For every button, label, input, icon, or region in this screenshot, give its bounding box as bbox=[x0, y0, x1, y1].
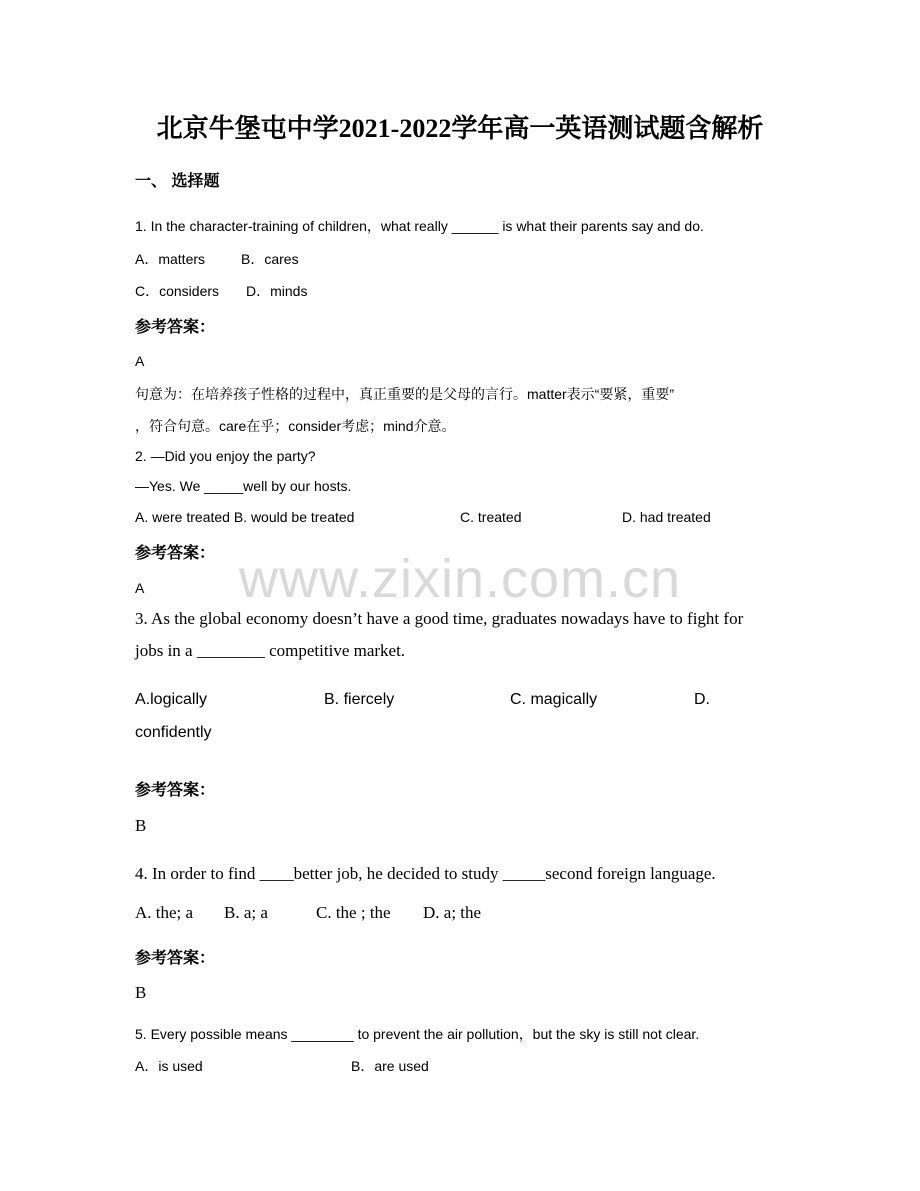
q1-option-a: A．matters bbox=[135, 251, 206, 267]
q3-answer-label: 参考答案： bbox=[135, 782, 216, 799]
page-title: 北京牛堡屯中学2021-2022学年高一英语测试题含解析 bbox=[156, 114, 764, 143]
q1-option-d: D．minds bbox=[246, 283, 308, 299]
q2-option-c: C. treated bbox=[460, 509, 522, 525]
q1-option-b: B．cares bbox=[241, 251, 299, 267]
q2-option-d: D. had treated bbox=[622, 509, 711, 525]
q2-answer: A bbox=[135, 580, 145, 596]
q2-option-ab: A. were treated B. would be treated bbox=[135, 509, 355, 525]
q1-stem: 1. In the character-training of children，what really ______ is what their parents say and do. bbox=[135, 218, 704, 234]
q2-answer-label: 参考答案： bbox=[135, 545, 216, 562]
q1-answer: A bbox=[135, 353, 145, 369]
q4-option-b: B. a; a bbox=[224, 903, 268, 922]
q5-stem: 5. Every possible means ________ to prevent the air pollution，but the sky is still not clear. bbox=[135, 1026, 700, 1042]
q5-option-b: B．are used bbox=[351, 1058, 429, 1074]
q3-option-a: A.logically bbox=[135, 691, 208, 708]
q4-option-d: D. a; the bbox=[423, 903, 482, 922]
q3-stem-line1: 3. As the global economy doesn’t have a good time, graduates nowadays have to fight for bbox=[135, 609, 744, 628]
q4-stem: 4. In order to find ____better job, he decided to study _____second foreign language. bbox=[135, 864, 716, 883]
q3-answer: B bbox=[135, 816, 147, 835]
q2-stem-line1: 2. —Did you enjoy the party? bbox=[135, 448, 316, 464]
q4-option-a: A. the; a bbox=[135, 903, 194, 922]
q1-explanation-line2: ，符合句意。care在乎；consider考虑；mind介意。 bbox=[135, 418, 456, 434]
section-heading: 一、 选择题 bbox=[135, 173, 220, 190]
q1-answer-label: 参考答案： bbox=[135, 319, 216, 336]
q1-option-c: C．considers bbox=[135, 283, 220, 299]
q4-option-c: C. the ; the bbox=[316, 903, 391, 922]
q3-option-d-text: confidently bbox=[135, 724, 212, 741]
q1-explanation-line1: 句意为：在培养孩子性格的过程中，真正重要的是父母的言行。matter表示“要紧，重要” bbox=[135, 386, 674, 402]
q4-answer: B bbox=[135, 983, 147, 1002]
q4-answer-label: 参考答案： bbox=[135, 950, 216, 967]
q5-option-a: A．is used bbox=[135, 1058, 203, 1074]
q3-stem-line2: jobs in a ________ competitive market. bbox=[135, 641, 406, 660]
q2-stem-line2: —Yes. We _____well by our hosts. bbox=[135, 478, 352, 494]
q3-option-d-letter: D. bbox=[694, 691, 710, 708]
watermark: www.zixin.com.cn bbox=[238, 549, 682, 609]
q3-option-b: B. fiercely bbox=[324, 691, 395, 708]
q3-option-c: C. magically bbox=[510, 691, 598, 708]
